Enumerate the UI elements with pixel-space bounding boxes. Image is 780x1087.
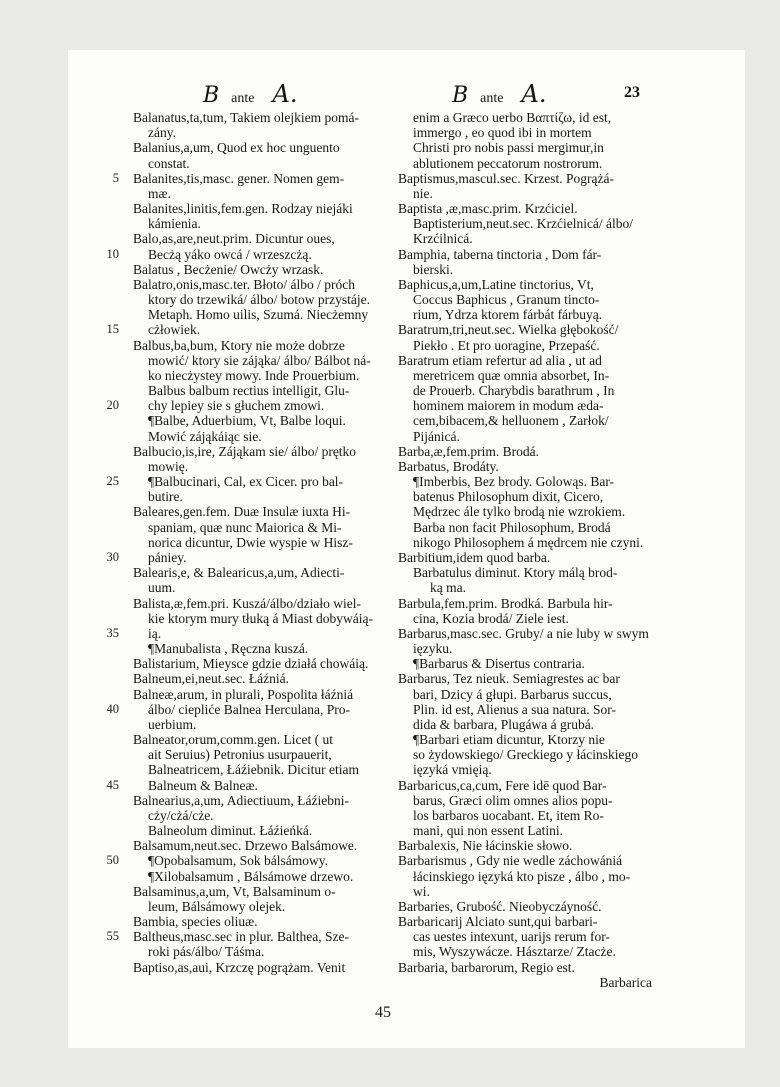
line-text: Becżą yáko owcá / wrzeszcżą.: [148, 246, 312, 262]
running-head-word: ante: [231, 91, 255, 106]
line-text: ią.: [148, 625, 162, 641]
dictionary-line-cont: [133, 823, 391, 838]
dictionary-line-cont: [398, 929, 652, 944]
dictionary-line-cont: [133, 944, 391, 959]
dictionary-line-sub: [106, 853, 391, 869]
dictionary-line-entry: [133, 793, 391, 808]
line-number: 45: [106, 777, 119, 792]
line-text: butire.: [148, 489, 183, 505]
line-text: Balanatus,ta,tum, Takiem olejkiem pomá-: [133, 110, 359, 125]
line-text: mowię.: [148, 458, 189, 474]
line-text: Barbaricus,ca,cum, Fere idē quod Bar-: [398, 777, 607, 793]
dictionary-line-entry: [398, 626, 652, 641]
line-text: Barbaricarij Alciato sunt,qui barbari-: [398, 914, 598, 930]
dictionary-line-cont: [398, 262, 652, 277]
line-text: hominem maiorem in modum æda-: [413, 398, 604, 414]
dictionary-line-cont: [398, 823, 652, 838]
dictionary-line-cont: [398, 292, 652, 307]
dictionary-line-cont: [398, 793, 652, 808]
dictionary-line-cont: [398, 535, 652, 550]
line-text: Baltheus,masc.sec in plur. Balthea, Sze-: [133, 929, 349, 945]
line-text: cas uestes intexunt, uarijs rerum for-: [413, 929, 610, 945]
line-text: łácinskiego ięzyká kto pisze , álbo , mo-: [413, 868, 631, 884]
line-text: Balsaminus,a,um, Vt, Balsaminum o-: [133, 883, 336, 899]
line-text: batenus Philosophum dixit, Cicero,: [413, 489, 604, 505]
dictionary-line-cont: [398, 489, 652, 504]
dictionary-line-entry: [133, 338, 391, 353]
line-text: ¶Barbarus & Disertus contraria.: [413, 656, 585, 672]
dictionary-line-cont: [398, 762, 652, 777]
line-text: ¶Balbe, Aduerbium, Vt, Balbe loqui.: [148, 413, 346, 429]
line-text: norica dicuntur, Dwie wyspie w Hisz-: [148, 534, 353, 550]
line-text: Barbarus, Tez nieuk. Semiagrestes ac bar: [398, 671, 620, 687]
line-text: ktory do trzewiká/ álbo/ botow przystáje.: [148, 292, 370, 308]
dictionary-line-cont: [133, 611, 391, 626]
line-number: 50: [106, 853, 119, 868]
line-text: álbo/ ciepliće Balnea Herculana, Pro-: [148, 701, 351, 717]
dictionary-line-cont: [398, 231, 652, 246]
dictionary-line-cont: [398, 383, 652, 398]
dictionary-line-cont: [398, 702, 652, 717]
line-text: pániey.: [148, 549, 187, 565]
line-text: Balatus , Becżenie/ Owcży wrzask.: [133, 261, 324, 277]
line-text: ięzyku.: [413, 641, 453, 657]
dictionary-line-cont: [133, 216, 391, 231]
column-left: [106, 110, 391, 975]
line-number: 35: [106, 625, 119, 640]
line-text: Baratrum etiam refertur ad alia , ut ad: [398, 352, 602, 368]
line-text: Balnearius,a,um, Adiectiuum, Łáźiebni-: [133, 792, 349, 808]
line-text: Barbaria, barbarorum, Regio est.: [398, 959, 575, 975]
line-number: 55: [106, 929, 119, 944]
dictionary-line-entry: [133, 504, 391, 519]
line-text: Balanius,a,um, Quod ex hoc unguento: [133, 140, 340, 156]
dictionary-line-cont: [398, 869, 652, 884]
line-text: Barbalexis, Nie łácinskie słowo.: [398, 838, 573, 854]
line-text: barus, Græci olim omnes alios popu-: [413, 792, 613, 808]
line-text: los barbaros uocabant. Et, item Ro-: [413, 807, 604, 823]
dictionary-line-cont: [398, 307, 652, 322]
line-text: immergo , eo quod ibi in mortem: [413, 125, 592, 141]
dictionary-line-cont: [398, 413, 652, 428]
dictionary-line-cont: [133, 429, 391, 444]
dictionary-line-entry: [398, 914, 652, 929]
dictionary-line-entry: [133, 687, 391, 702]
line-text: Piekło . Et pro uoragine, Przepaść.: [413, 337, 600, 353]
line-text: kie ktorym mury tłuką á Miast dobywáią-: [148, 610, 373, 626]
dictionary-line-entry: [133, 596, 391, 611]
dictionary-line-sub: [133, 413, 391, 428]
line-number: 25: [106, 474, 119, 489]
line-number: 5: [112, 170, 119, 185]
dictionary-line-cont: [133, 292, 391, 307]
line-text: ait Seruius) Petronius usurpauerit,: [148, 747, 332, 763]
dictionary-line-cont: [133, 125, 391, 140]
dictionary-line-cont: [398, 687, 652, 702]
dictionary-line-cont: [398, 504, 652, 519]
line-text: Baptismus,mascul.sec. Krzest. Pogrążá-: [398, 170, 614, 186]
line-text: constat.: [148, 155, 190, 171]
line-text: Barbatulus diminut. Ktory málą brod-: [413, 565, 618, 581]
line-text: Barba non facit Philosophum, Brodá: [413, 519, 611, 535]
dictionary-line-sub: [398, 656, 652, 671]
dictionary-line-entry: [398, 444, 652, 459]
dictionary-line-cont: [398, 368, 652, 383]
dictionary-line-cont: [398, 216, 652, 231]
line-text: ięzyká vmięią.: [413, 762, 492, 778]
dictionary-line-cont: [398, 747, 652, 762]
line-text: Balista,æ,fem.pri. Kuszá/álbo/działo wiel-: [133, 595, 361, 611]
line-text: Barbarica: [599, 974, 652, 990]
line-text: cży/cżá/cże.: [148, 807, 214, 823]
line-text: mani, qui non essent Latini.: [413, 823, 563, 839]
dictionary-line-entry: [133, 838, 391, 853]
line-text: Balbus,ba,bum, Ktory nie może dobrze: [133, 337, 345, 353]
dictionary-line-entry: [133, 444, 391, 459]
dictionary-line-sub: [106, 474, 391, 490]
line-text: rium, Ydrza ktorem fárbát fárbuyą.: [413, 307, 603, 323]
line-text: Balneator,orum,comm.gen. Licet ( ut: [133, 732, 334, 748]
line-text: Balatro,onis,masc.ter. Błoto/ álbo / próch: [133, 276, 355, 292]
dictionary-line-entry: [398, 201, 652, 216]
dictionary-line-entry: [398, 778, 652, 793]
dictionary-line-entry: [398, 960, 652, 975]
running-head-right: [452, 80, 546, 110]
line-text: Bamphia, taberna tinctoria , Dom fár-: [398, 246, 602, 262]
line-text: bari, Dzicy á głupi. Barbarus succus,: [413, 686, 612, 702]
dictionary-line-entry: [133, 732, 391, 747]
line-text: ¶Imberbis, Bez brody. Golowąs. Bar-: [413, 474, 615, 490]
running-head-letter: B: [452, 83, 469, 108]
line-number: 10: [106, 246, 119, 261]
dictionary-line-cont: [106, 246, 391, 262]
dictionary-line-cont: [398, 611, 652, 626]
dictionary-line-entry: [398, 899, 652, 914]
dictionary-line-cont: [133, 353, 391, 368]
line-text: wi.: [413, 883, 430, 899]
dictionary-line-entry: [398, 671, 652, 686]
line-text: zány.: [148, 125, 176, 141]
dictionary-line-cont: [106, 701, 391, 717]
line-text: Krzćilnicá.: [413, 231, 473, 247]
line-number: 40: [106, 701, 119, 716]
dictionary-line-cont: [398, 338, 652, 353]
dictionary-line-entry: [398, 853, 652, 868]
line-text: Barbitium,idem quod barba.: [398, 549, 551, 565]
dictionary-line-cont: [133, 747, 391, 762]
dictionary-line-entry: [133, 110, 391, 125]
dictionary-line-cont: [133, 307, 391, 322]
line-text: Coccus Baphicus , Granum tincto-: [413, 292, 600, 308]
line-text: spaniam, quæ nunc Maiorica & Mi-: [148, 519, 342, 535]
line-text: nie.: [413, 185, 433, 201]
line-text: leum, Bálsámowy olejek.: [148, 898, 286, 914]
dictionary-line-sub: [133, 641, 391, 656]
line-text: Balanites,linitis,fem.gen. Rodzay niejáki: [133, 201, 353, 217]
line-text: Balearis,e, & Balearicus,a,um, Adiecti-: [133, 565, 345, 581]
line-text: cżłowiek.: [148, 322, 201, 338]
dictionary-line-entry: [133, 277, 391, 292]
dictionary-line-entry: [133, 565, 391, 580]
running-head-word: ante: [480, 91, 504, 106]
line-text: Barbaries, Grubość. Nieobyczáyność.: [398, 898, 602, 914]
line-text: ¶Manubalista , Ręczna kuszá.: [148, 641, 309, 657]
dictionary-line-entry: [133, 914, 391, 929]
line-text: Balneum & Balneæ.: [148, 777, 258, 793]
line-text: Plin. id est, Alienus a sua natura. Sor-: [413, 701, 616, 717]
line-text: Barbula,fem.prim. Brodká. Barbula hir-: [398, 595, 613, 611]
dictionary-line-entry: [398, 596, 652, 611]
dictionary-line-cont: [133, 520, 391, 535]
dictionary-line-deep-cont: [398, 580, 652, 595]
line-text: dida & barbara, Plugáwa á grubá.: [413, 716, 595, 732]
dictionary-line-cont: [398, 186, 652, 201]
dictionary-line-cont: [398, 520, 652, 535]
line-text: Balneolum diminut. Łáźieńká.: [148, 823, 313, 839]
line-text: so żydowskiego/ Greckiego y łácinskiego: [413, 747, 638, 763]
dictionary-line-entry: [398, 277, 652, 292]
line-text: uum.: [148, 580, 176, 596]
dictionary-line-cont: [398, 110, 652, 125]
dictionary-line-entry: [112, 170, 391, 186]
line-text: Metaph. Homo uilis, Szumá. Niecżemny: [148, 307, 369, 323]
dictionary-line-cont: [398, 156, 652, 171]
line-text: chy lepiey sie s głuchem zmowi.: [148, 398, 325, 414]
dictionary-line-cont: [133, 717, 391, 732]
dictionary-line-entry: [398, 247, 652, 262]
line-text: Bambia, species oliuæ.: [133, 914, 258, 930]
dictionary-line-sub: [398, 474, 652, 489]
line-text: Balbus balbum rectius intelligit, Glu-: [148, 383, 350, 399]
dictionary-line-entry: [398, 322, 652, 337]
line-text: Balsamum,neut.sec. Drzewo Balsámowe.: [133, 838, 358, 854]
line-text: ¶Xilobalsamum , Bálsámowe drzewo.: [148, 868, 354, 884]
line-text: Baleares,gen.fem. Duæ Insulæ iuxta Hi-: [133, 504, 351, 520]
dictionary-line-cont: [133, 535, 391, 550]
dictionary-line-cont: [398, 125, 652, 140]
line-text: de Prouerb. Charybdis barathrum , In: [413, 383, 615, 399]
line-number: 30: [106, 549, 119, 564]
dictionary-line-cont: [398, 398, 652, 413]
line-text: cem,bibacem,& helluonem , Zarłok/: [413, 413, 609, 429]
folio-number: 23: [624, 84, 640, 101]
dictionary-line-cont: [398, 884, 652, 899]
dictionary-line-cont: [133, 808, 391, 823]
line-number: 15: [106, 322, 119, 337]
line-text: Balistarium, Mieysce gdzie działá chowáią.: [133, 656, 369, 672]
dictionary-line-sub: [133, 869, 391, 884]
running-head-mark: A.: [272, 80, 298, 108]
line-text: Christi pro nobis passi mergimur,in: [413, 140, 604, 156]
dictionary-line-entry: [398, 171, 652, 186]
dictionary-line-entry: [398, 459, 652, 474]
dictionary-line-cont: [398, 641, 652, 656]
dictionary-line-cont: [398, 565, 652, 580]
line-text: Balneum,ei,neut.sec. Łáźniá.: [133, 671, 289, 687]
line-text: cina, Kozia brodá/ Ziele iest.: [413, 610, 569, 626]
column-right: [398, 110, 652, 990]
running-head-left: [203, 80, 297, 110]
line-text: ablutionem peccatorum nostrorum.: [413, 155, 603, 171]
line-text: roki pás/álbo/ Táśma.: [148, 944, 265, 960]
line-text: meretricem quæ omnia absorbet, In-: [413, 367, 610, 383]
dictionary-line-entry: [133, 201, 391, 216]
dictionary-line-cont: [106, 322, 391, 338]
dictionary-line-cont: [106, 777, 391, 793]
dictionary-line-cont: [398, 429, 652, 444]
line-text: Baptisterium,neut.sec. Krzćielnicá/ álbo/: [413, 216, 634, 232]
line-text: Pijánicá.: [413, 428, 460, 444]
dictionary-line-catchword: [398, 975, 652, 990]
dictionary-line-entry: [133, 656, 391, 671]
dictionary-line-cont: [133, 899, 391, 914]
dictionary-line-cont: [133, 368, 391, 383]
dictionary-line-cont: [133, 156, 391, 171]
line-text: bierski.: [413, 261, 454, 277]
dictionary-line-entry: [133, 884, 391, 899]
dictionary-line-cont: [133, 383, 391, 398]
dictionary-line-cont: [398, 717, 652, 732]
running-head-mark: A.: [521, 80, 547, 108]
line-text: enim a Græco uerbo Βαπτίζω, id est,: [413, 110, 612, 125]
dictionary-line-cont: [398, 808, 652, 823]
line-text: Barbatus, Brodáty.: [398, 458, 499, 474]
dictionary-line-entry: [133, 231, 391, 246]
dictionary-line-cont: [106, 549, 391, 565]
dictionary-line-cont: [398, 944, 652, 959]
line-text: Balneatricem, Łáźiebnik. Dicitur etiam: [148, 762, 360, 778]
dictionary-line-entry: [133, 262, 391, 277]
line-text: ką ma.: [430, 580, 466, 596]
dictionary-line-cont: [133, 762, 391, 777]
dictionary-line-entry: [398, 550, 652, 565]
dictionary-line-cont: [106, 398, 391, 414]
dictionary-line-entry: [133, 671, 391, 686]
dictionary-line-cont: [133, 186, 391, 201]
line-text: Mędrzec ále tylko brodą nie wzrokiem.: [413, 504, 626, 520]
dictionary-line-cont: [106, 625, 391, 641]
line-text: Mowić zájąkáiąc sie.: [148, 428, 262, 444]
line-text: mæ.: [148, 185, 171, 201]
dictionary-line-entry: [398, 838, 652, 853]
dictionary-line-sub: [398, 732, 652, 747]
dictionary-line-cont: [133, 580, 391, 595]
line-text: ¶Opobalsamum, Sok bálsámowy.: [148, 853, 328, 869]
line-text: kámienia.: [148, 216, 201, 232]
line-text: mis, Wyszywácze. Hásztarze/ Ztacże.: [413, 944, 616, 960]
line-text: Barba,æ,fem.prim. Brodá.: [398, 443, 539, 459]
line-text: Balbucio,is,ire, Zájąkam sie/ álbo/ prętko: [133, 443, 357, 459]
line-text: Balo,as,are,neut.prim. Dicuntur oues,: [133, 231, 335, 247]
dictionary-line-entry: [398, 353, 652, 368]
dictionary-line-entry: [133, 960, 391, 975]
line-text: Balanites,tis,masc. gener. Nomen gem-: [133, 170, 345, 186]
dictionary-line-entry: [133, 140, 391, 155]
line-text: Baratrum,tri,neut.sec. Wielka głębokość/: [398, 322, 619, 338]
dictionary-line-cont: [398, 140, 652, 155]
dictionary-line-cont: [133, 489, 391, 504]
line-text: Baptiso,as,aui, Krzczę pogrążam. Venit: [133, 959, 346, 975]
line-text: Baphicus,a,um,Latine tinctorius, Vt,: [398, 276, 594, 292]
line-text: ¶Balbucinari, Cal, ex Cicer. pro bal-: [148, 474, 344, 490]
running-head-letter: B: [203, 83, 220, 108]
line-text: ko niecżystey mowy. Inde Prouerbium.: [148, 367, 360, 383]
line-text: ¶Barbari etiam dicuntur, Ktorzy nie: [413, 732, 605, 748]
line-text: nikogo Philosophem á mędrcem nie czyni.: [413, 534, 644, 550]
line-text: uerbium.: [148, 716, 197, 732]
line-text: Barbarismus , Gdy nie wedle záchowániá: [398, 853, 623, 869]
page-number: 45: [375, 1004, 391, 1021]
line-text: Barbarus,masc.sec. Gruby/ a nie luby w swym: [398, 625, 649, 641]
line-text: Balneæ,arum, in plurali, Pospolita łáźniá: [133, 686, 354, 702]
dictionary-line-entry: [106, 929, 391, 945]
line-text: Baptista ,æ,masc.prim. Krzćiciel.: [398, 201, 578, 217]
line-number: 20: [106, 398, 119, 413]
line-text: mowić/ ktory sie zájąka/ álbo/ Bálbot ná-: [148, 352, 371, 368]
dictionary-line-cont: [133, 459, 391, 474]
